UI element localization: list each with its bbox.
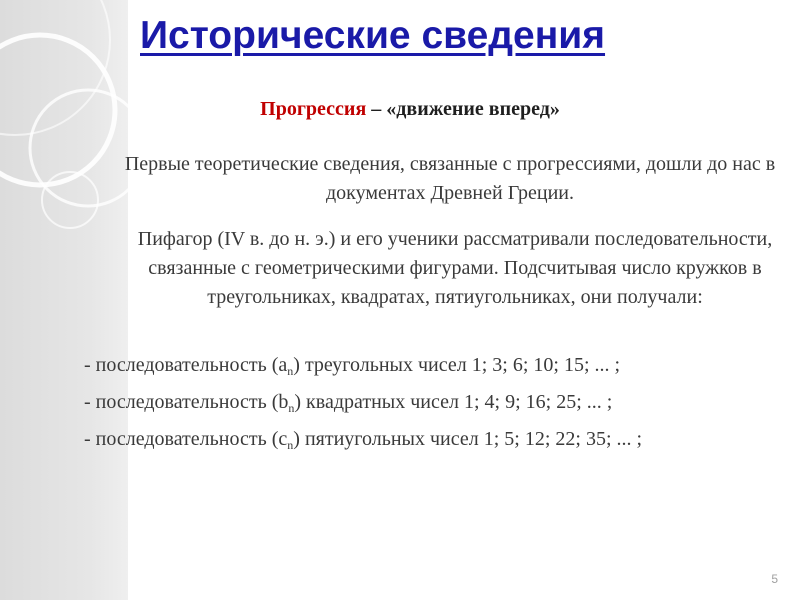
list-dash: -: [84, 428, 96, 450]
list-prefix: последовательность (: [95, 354, 279, 376]
decorative-side-band: [0, 0, 128, 600]
slide-title: Исторические сведения: [140, 14, 606, 57]
sequence-subscript: n: [287, 438, 294, 452]
list-prefix: последовательность (: [95, 428, 279, 450]
paragraph-greek-documents: Первые теоретические сведения, связанные с прогрессиями, дошли до нас в документах Древней Греции.: [124, 153, 776, 204]
list-item-square: [84, 387, 642, 424]
sequence-letter: c: [278, 428, 288, 450]
subtitle-definition: – «движение вперед»: [366, 98, 560, 120]
list-suffix: ) треугольных чисел 1; 3; 6; 10; 15; ... ;: [293, 354, 621, 376]
page-number: 5: [771, 572, 778, 586]
sequence-list: [84, 350, 642, 461]
sequence-letter: a: [278, 354, 288, 376]
sequence-letter: b: [278, 391, 289, 413]
paragraph-pythagoras: Пифагор (IV в. до н. э.) и его ученики рассматривали последовательности, связанные с геометрическими фигурами. Подсчитывая число кружков в треугольниках, квадратах, пятиугольниках, они получали:: [137, 228, 773, 308]
list-dash: -: [84, 354, 96, 376]
sequence-subscript: n: [287, 364, 294, 378]
decorative-circles-graphic: [0, 0, 128, 600]
list-item-triangular: [84, 350, 642, 387]
list-item-pentagonal: [84, 424, 642, 461]
sequence-subscript: n: [288, 401, 295, 415]
list-dash: -: [84, 391, 96, 413]
list-suffix: ) квадратных чисел 1; 4; 9; 16; 25; ... ;: [294, 391, 613, 413]
list-prefix: последовательность (: [95, 391, 279, 413]
subtitle-term: Прогрессия: [260, 98, 367, 120]
list-suffix: ) пятиугольных чисел 1; 5; 12; 22; 35; ... ;: [293, 428, 643, 450]
subtitle: [0, 98, 800, 121]
